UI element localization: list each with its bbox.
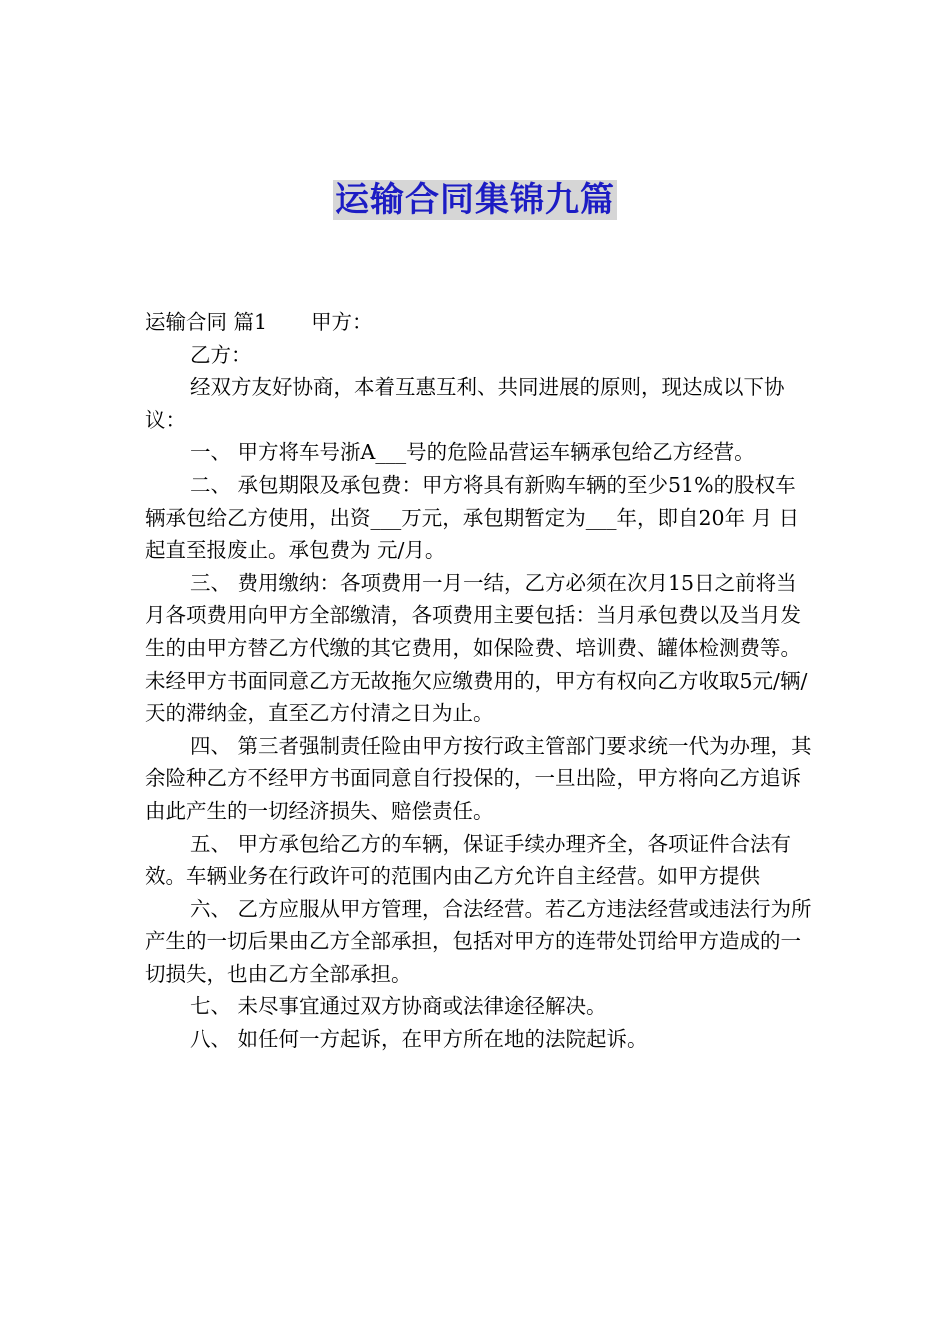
section-heading: 运输合同 篇1 xyxy=(145,310,268,334)
party-a-label: 甲方： xyxy=(311,310,373,334)
paragraph: 三、 费用缴纳：各项费用一月一结，乙方必须在次月15日之前将当月各项费用向甲方全部缴清，各项费用主要包括：当月承包费以及当月发生的由甲方替乙方代缴的其它费用，如保险费、培训费、罐体检测费等。未经甲方书面同意乙方无故拖欠应缴费用的，甲方有权向乙方收取5元/辆/天的滞纳金，直至乙方付清之日为止。 xyxy=(145,570,808,726)
paragraph: 五、 甲方承包给乙方的车辆，保证手续办理齐全，各项证件合法有效。车辆业务在行政许可的范围内由乙方允许自主经营。如甲方提供 xyxy=(145,831,792,889)
paragraph: 乙方： xyxy=(190,342,252,367)
paragraph: 一、 甲方将车号浙A___号的危险品营运车辆承包给乙方经营。 xyxy=(190,440,755,465)
paragraph: 八、 如任何一方起诉，在甲方所在地的法院起诉。 xyxy=(190,1027,648,1052)
paragraph: 四、 第三者强制责任险由甲方按行政主管部门要求统一代为办理，其余险种乙方不经甲方书面同意自行投保的，一旦出险，甲方将向乙方追诉由此产生的一切经济损失、赔偿责任。 xyxy=(145,733,812,823)
paragraph: 七、 未尽事宜通过双方协商或法律途径解决。 xyxy=(190,994,607,1019)
paragraph: 六、 乙方应服从甲方管理，合法经营。若乙方违法经营或违法行为所产生的一切后果由乙方全部承担，包括对甲方的连带处罚给甲方造成的一切损失，也由乙方全部承担。 xyxy=(145,896,812,986)
paragraph: 二、 承包期限及承包费：甲方将具有新购车辆的至少51%的股权车辆承包给乙方使用，出资___万元，承包期暂定为___年，即自20年 月 日起直至报废止。承包费为 元/月。 xyxy=(145,472,800,563)
document-body xyxy=(145,306,813,1056)
heading-line xyxy=(145,306,813,339)
document-title-text: 运输合同集锦九篇 xyxy=(335,180,615,220)
document-title xyxy=(0,176,950,224)
paragraph: 经双方友好协商，本着互惠互利、共同进展的原则，现达成以下协议： xyxy=(145,375,785,432)
